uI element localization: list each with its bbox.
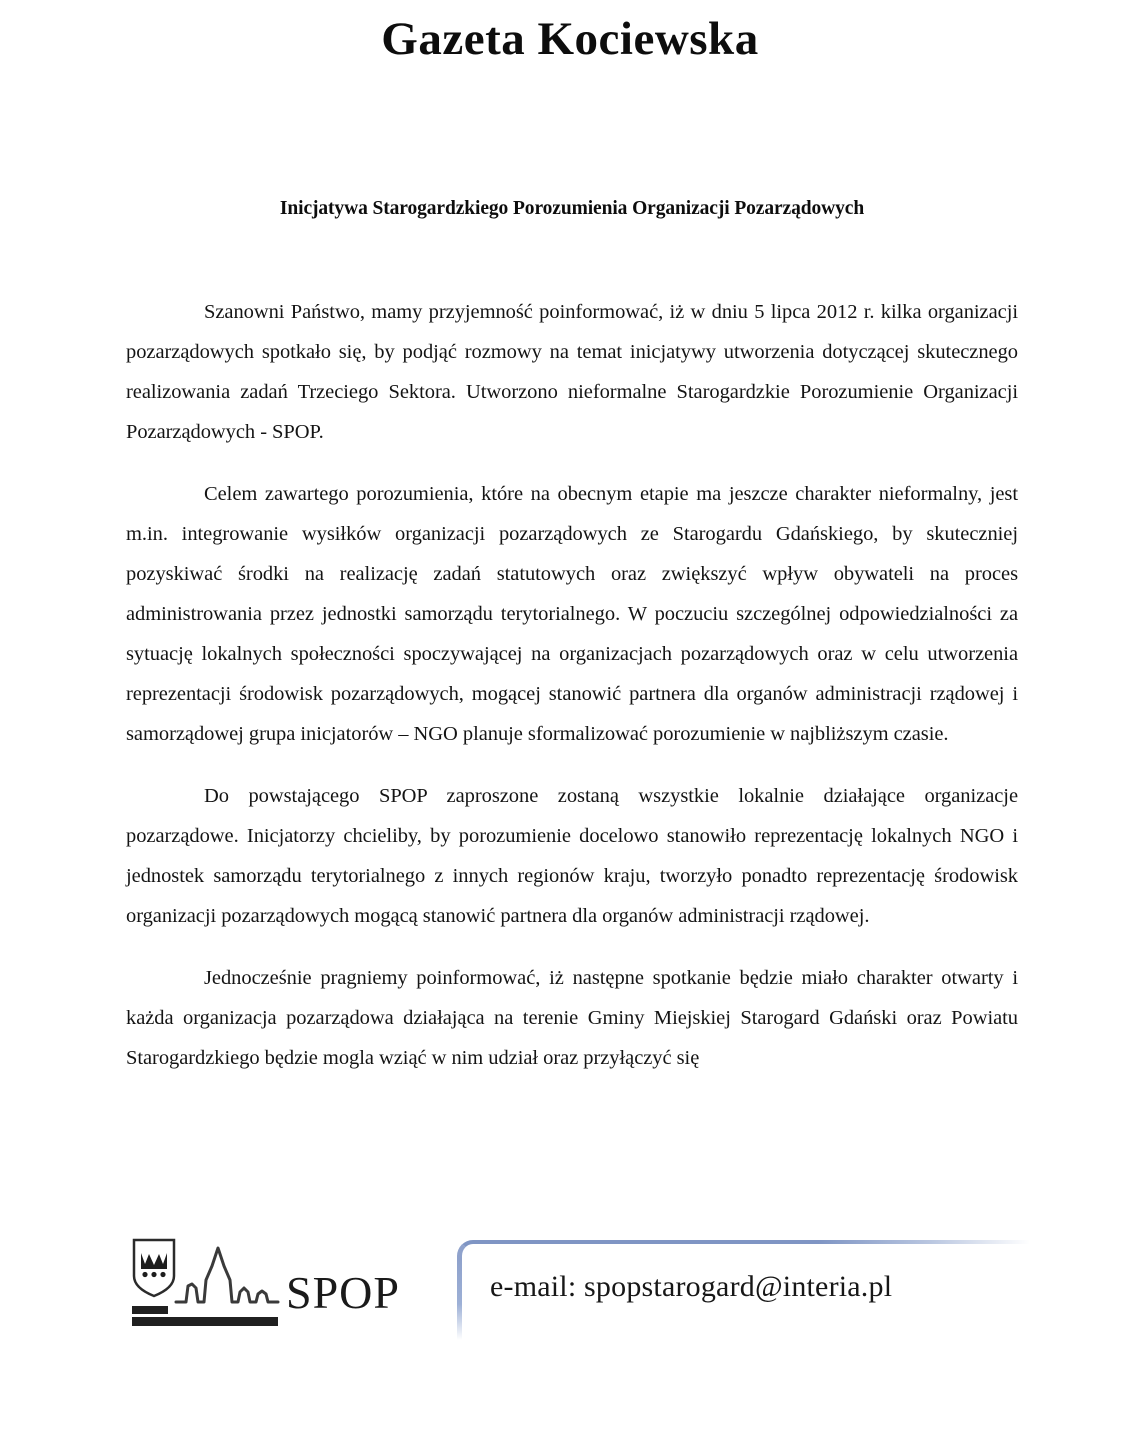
paragraph: Jednocześnie pragniemy poinformować, iż następne spotkanie będzie miało charakter otwarty i każda organizacja pozarządowa działająca na terenie Gminy Miejskiej Starogard Gdański oraz Powiatu Starogardzkiego będzie mogla wziąć w nim udział oraz przyłączyć się xyxy=(126,967,1018,1069)
spop-logo-mark-icon xyxy=(130,1236,298,1328)
article-body xyxy=(126,292,1018,1078)
masthead xyxy=(0,14,1140,66)
spop-logo xyxy=(130,1236,420,1336)
document-footer xyxy=(0,1232,1140,1372)
callout-left-border xyxy=(457,1260,462,1340)
contact-email[interactable]: e-mail: spopstarogard@interia.pl xyxy=(490,1270,893,1303)
email-callout-box xyxy=(455,1240,1030,1362)
paragraph: Szanowni Państwo, mamy przyjemność poinformować, iż w dniu 5 lipca 2012 r. kilka organizacji pozarządowych spotkało się, by podjąć rozmowy na temat inicjatywy utworzenia dotyczącej skutecznego realizowania zadań Trzeciego Sektora. Utworzono nieformalne Starogardzkie Porozumienie Organizacji Pozarządowych - SPOP. xyxy=(126,301,1018,443)
callout-top-border xyxy=(473,1240,1030,1244)
article-headline: Inicjatywa Starogardzkiego Porozumienia Organizacji Pozarządowych xyxy=(279,198,865,219)
paragraph: Celem zawartego porozumienia, które na obecnym etapie ma jeszcze charakter nieformalny, jest m.in. integrowanie wysiłków organizacji pozarządowych ze Starogardu Gdańskiego, by skuteczniej pozyskiwać środki na realizację zadań statutowych oraz zwiększyć wpływ obywateli na proces administrowania przez jednostki samorządu terytorialnego. W poczuciu szczególnej odpowiedzialności za sytuację lokalnych społeczności spoczywającej na organizacjach pozarządowych oraz w celu utworzenia reprezentacji środowisk pozarządowych, mogącej stanowić partnera dla organów administracji rządowej i samorządowej grupa inicjatorów – NGO planuje sformalizować porozumienie w najbliższym czasie. xyxy=(126,483,1018,745)
paragraph: Do powstającego SPOP zaproszone zostaną wszystkie lokalnie działające organizacje pozarządowe. Inicjatorzy chcieliby, by porozumienie docelowo stanowiło reprezentację lokalnych NGO i jednostek samorządu terytorialnego z innych regionów kraju, tworzyło ponadto reprezentację środowisk organizacji pozarządowych mogącą stanowić partnera dla organów administracji rządowej. xyxy=(126,785,1018,927)
newspaper-title: Gazeta Kociewska xyxy=(381,13,759,65)
spop-wordmark: SPOP xyxy=(286,1267,400,1318)
